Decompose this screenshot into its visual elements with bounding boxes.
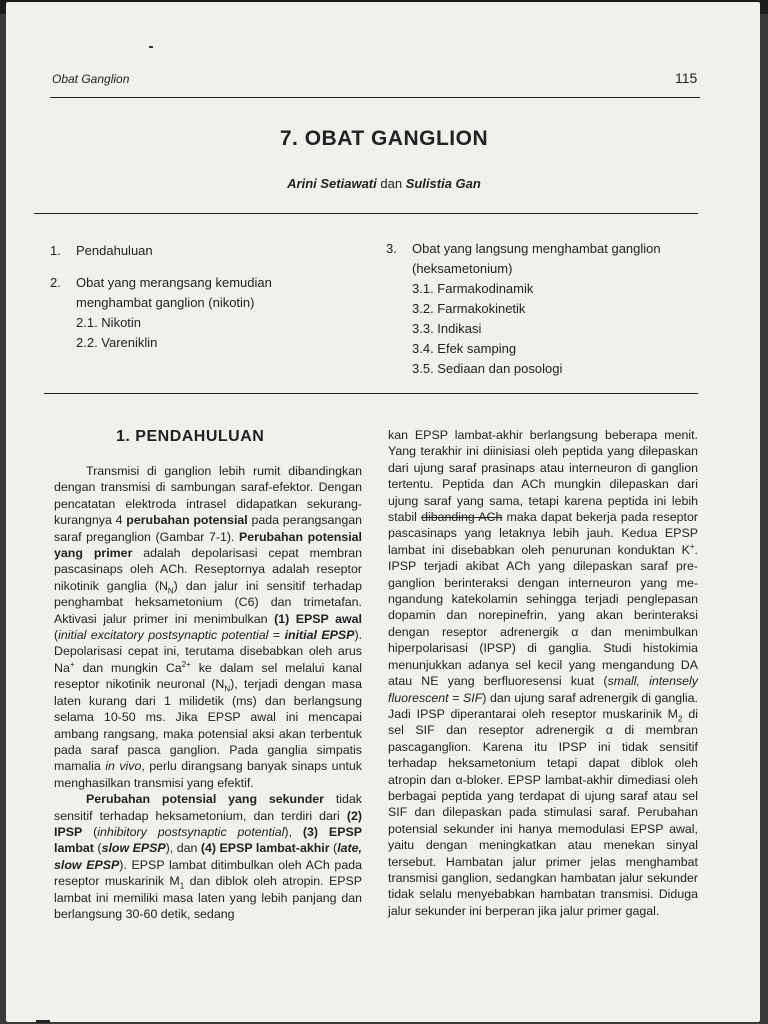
text-run: perubahan potensial — [126, 513, 248, 528]
text-run: = — [268, 628, 285, 643]
chapter-authors — [0, 176, 768, 191]
text-run: ), dan — [165, 841, 201, 856]
toc-number: 2. — [50, 275, 61, 290]
text-run: 2 — [678, 714, 683, 724]
text-run: 1 — [179, 881, 185, 891]
text-run: ) dan ujung saraf adrenergik di ganglia. Jadi IPSP diperantarai oleh reseptor muskarinik M — [388, 690, 698, 721]
text-run: pada perangsangan saraf preganglion (Gambar 7-1). — [54, 513, 363, 544]
text-run: , perlu dirangsang banyak sinaps untuk menghasilkan transmisi yang efektif. — [54, 759, 362, 790]
right-column — [388, 427, 698, 919]
toc-subitem: 2.2. Vareniklin — [76, 335, 158, 350]
text-run: ( — [54, 628, 59, 643]
text-run: di sel SIF dan reseptor adrenergik α di membran pascaganglion. Karena itu IPSP ini tidak sensitif terhadap heksametonium tetapi dapat diblok oleh atropin dan α-bloker. EPSP lambat-akhir dimediasi oleh berbagai peptida yang terdapat di ujung saraf atau sel SIF dan dilepaskan pada stimulasi saraf. Perubahan potensial sekunder ini hanya memodulasi EPSP awal, yaitu dengan meningkatkan atau menekan sinyal tersebut. Hambatan jalur primer jelas menghambat transmisi ganglion, sedangkan hambatan jalur sekunder tidak selalu menyebabkan hambatan transmisi. Diduga jalur sekunder ini berperan jika jalur primer gagal. — [388, 706, 698, 918]
toc-subitem: 2.1. Nikotin — [76, 315, 142, 330]
toc-label: Pendahuluan — [76, 243, 153, 258]
stray-mark — [36, 1020, 50, 1023]
text-run: ( — [93, 841, 102, 856]
text-run: 2+ — [181, 659, 191, 669]
text-run: ( — [329, 841, 338, 856]
toc-left — [50, 241, 300, 353]
text-run: Transmisi di ganglion lebih rumit dibandingkan dengan transmisi di sambungan saraf-efektor. Dengan pencatatan elektroda intrasel didapatkan sekurang-kurangnya 4 — [54, 464, 362, 528]
toc-right — [386, 239, 706, 379]
text-run: dibanding ACh — [421, 510, 503, 525]
text-run: ). Depolarisasi cepat ini, terutama disebabkan oleh arus Na — [54, 628, 363, 675]
text-run: kan EPSP lambat-akhir berlangsung beberapa menit. Yang terakhir ini diinisiasi oleh peptida yang dilepaskan dari ujung saraf prasinaps atau interneuron di ganglion tertentu. Peptida dan ACh mungkin dilepaskan dari ujung saraf yang sama, tetapi karena peptida ini lebih stabil — [388, 428, 698, 525]
text-run: ), terjadi dengan masa laten kurang dari 1 milidetik (ms) dan berlangsung selama 10-50 ms. Jika EPSP awal ini mencapai ambang rangsang, maka potensial aksi akan terbentuk pada saraf pasca ganglion. Pada ganglia simpatis mamalia — [54, 677, 362, 774]
toc-subitem: 3.5. Sediaan dan posologi — [412, 361, 563, 376]
author-name: Arini Setiawati — [287, 176, 377, 191]
text-run: ke dalam sel melalui kanal reseptor nikotinik neuronal (N — [54, 660, 362, 692]
toc-item — [386, 239, 706, 379]
text-run: ( — [82, 824, 98, 839]
text-run: (4) EPSP lambat-akhir — [200, 841, 330, 856]
toc-subitem: 3.1. Farmakodinamik — [412, 281, 534, 296]
section-heading: 1. PENDAHULUAN — [116, 428, 265, 445]
text-run: . IPSP terjadi akibat ACh yang dilepaskan saraf preganglion berinteraksi dengan interneuron yang mengandung katekolamin sehingga terjadi penglepasan dopamin dan norepinefrin, yang akan berinteraksi dengan reseptor adrenergik α dan menimbulkan hiperpolarisasi (IPSP) di ganglia. Studi histokimia menunjukkan adanya sel kecil yang mengandung DA atau NE yang berfluoresensi kuat ( — [388, 542, 698, 689]
stray-mark — [149, 46, 153, 48]
toc-label: Obat yang merangsang kemudian menghambat ganglion (nikotin) — [76, 275, 272, 310]
author-rule — [34, 213, 698, 214]
text-run: ), — [284, 824, 303, 839]
toc-rule — [44, 393, 698, 394]
text-run: tidak sensitif terhadap heksametonium, dan terdiri dari — [54, 792, 363, 823]
header-rule — [50, 97, 700, 98]
text-run: dan diblok oleh atropin. EPSP lambat ini memiliki masa laten yang lebih panjang dan berlangsung 30-60 detik, sedang — [54, 874, 363, 921]
text-run: ) dan jalur ini sensitif terhadap penghambat heksametonium (C6) dan trimetafan. Aktivasi jalur primer ini menimbulkan — [54, 578, 362, 626]
chapter-title: 7. OBAT GANGLION — [279, 127, 489, 150]
text-run: + — [689, 541, 695, 551]
left-column — [54, 463, 362, 922]
toc-number: 1. — [50, 243, 61, 258]
text-run: late, slow EPSP — [54, 841, 362, 872]
toc-number: 3. — [386, 241, 397, 256]
text-run: adalah depolarisasi cepat membran pascasinaps oleh ACh. Reseptornya adalah reseptor nikotinik ganglia (N — [54, 546, 362, 593]
text-run: N — [224, 684, 231, 694]
author-connector: dan — [380, 176, 403, 191]
text-run: dan mungkin Ca — [74, 660, 182, 675]
body-paragraph — [54, 463, 362, 791]
author-name: Sulistia Gan — [405, 176, 481, 191]
text-run: maka dapat bekerja pada reseptor pascasinaps yang letaknya lebih jauh. Kedua EPSP lambat ini disebabkan oleh penurunan konduktan K — [388, 510, 698, 557]
toc-label: Obat yang langsung menghambat ganglion (heksametonium) — [412, 241, 661, 276]
text-run: ). EPSP lambat ditimbulkan oleh ACh pada reseptor muskarinik M — [54, 857, 362, 889]
text-run: initial EPSP — [284, 628, 355, 643]
text-run: small, intensely fluorescent — [388, 674, 698, 705]
toc-subitem: 3.3. Indikasi — [412, 321, 482, 336]
toc-item — [50, 241, 300, 261]
text-run: = — [448, 690, 464, 705]
body-paragraph — [388, 427, 698, 919]
text-run: Perubahan potensial yang sekunder — [86, 792, 324, 807]
text-run: inhibitory postsynaptic potential — [97, 824, 285, 839]
text-run: N — [167, 586, 174, 596]
toc-item — [50, 273, 300, 353]
text-run: slow EPSP — [101, 841, 166, 856]
text-run: SIF — [463, 690, 483, 705]
page-number: 115 — [675, 70, 698, 86]
body-paragraph — [54, 791, 362, 922]
running-title: Obat Ganglion — [52, 72, 130, 86]
text-run: + — [69, 659, 75, 669]
text-run: (2) IPSP — [54, 808, 362, 839]
text-run: in vivo — [105, 759, 142, 774]
toc-subitem: 3.4. Efek samping — [412, 341, 517, 356]
text-run: (1) EPSP awal — [274, 611, 363, 626]
text-run: (3) EPSP lambat — [54, 824, 362, 856]
text-run: Perubahan potensial yang primer — [54, 529, 362, 561]
text-run: initial excitatory postsynaptic potential — [58, 628, 269, 643]
toc-subitem: 3.2. Farmakokinetik — [412, 301, 526, 316]
